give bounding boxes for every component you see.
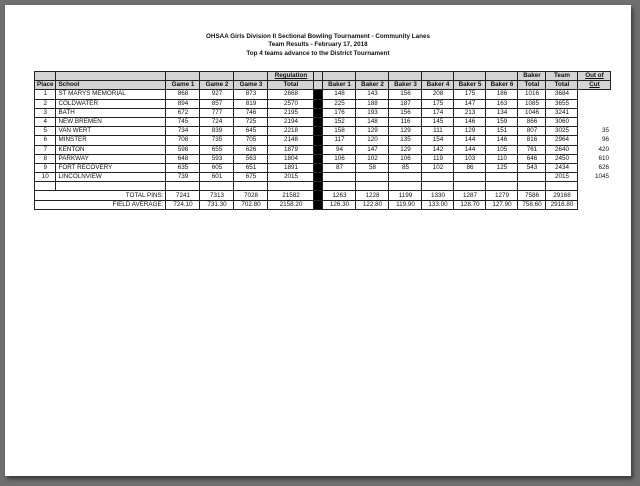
regulation-total-cell: 2218 <box>268 127 314 136</box>
baker5-header: Baker 5 <box>454 81 486 90</box>
out-of-cut-cell: 35 <box>578 127 611 136</box>
baker-score-cell: 129 <box>389 145 422 154</box>
blank-cell <box>356 182 389 191</box>
baker-score-cell: 176 <box>323 108 356 117</box>
place-cell: 1 <box>35 90 56 99</box>
field-average-row-baker-cell: 127.90 <box>486 200 518 209</box>
field-average-row-baker-cell: 133.00 <box>422 200 454 209</box>
column-separator <box>314 117 323 126</box>
blank-cell <box>389 182 422 191</box>
baker-top-header: Baker <box>518 72 546 81</box>
baker-score-cell: 152 <box>323 117 356 126</box>
baker-score-cell: 86 <box>454 163 486 172</box>
column-separator <box>314 182 323 191</box>
game-score-cell: 626 <box>234 145 268 154</box>
baker-total-cell: 1016 <box>518 90 546 99</box>
baker-score-cell: 105 <box>486 145 518 154</box>
field-average-row-baker-cell: 128.70 <box>454 200 486 209</box>
game3-header: Game 3 <box>234 81 268 90</box>
total-pins-row-game-cell: 7241 <box>166 191 200 200</box>
regulation-total-cell: 1879 <box>268 145 314 154</box>
team-total-cell: 2450 <box>546 154 578 163</box>
blank-header-cell <box>323 72 356 81</box>
table-row <box>35 136 611 145</box>
baker-total-cell: 866 <box>518 117 546 126</box>
game-score-cell: 857 <box>200 99 234 108</box>
baker-score-cell: 175 <box>422 99 454 108</box>
blank-header-cell <box>356 72 389 81</box>
game-score-cell: 819 <box>234 99 268 108</box>
game-score-cell: 593 <box>200 154 234 163</box>
baker-score-cell: 225 <box>323 99 356 108</box>
regulation-total-cell: 2570 <box>268 99 314 108</box>
team-total-cell: 3025 <box>546 127 578 136</box>
column-separator <box>314 163 323 172</box>
baker-score-cell <box>389 173 422 182</box>
baker-score-cell: 146 <box>486 136 518 145</box>
out-of-cut-cell: 96 <box>578 136 611 145</box>
school-cell: LINCOLNVIEW <box>56 173 166 182</box>
place-cell: 7 <box>35 145 56 154</box>
out-of-cut-cell <box>578 90 611 99</box>
game-score-cell: 648 <box>166 154 200 163</box>
total-pins-row-label: TOTAL PINS: <box>35 191 166 200</box>
team-total-cell: 3060 <box>546 117 578 126</box>
spacer-row <box>35 182 611 191</box>
baker-score-cell: 106 <box>389 154 422 163</box>
game-score-cell: 735 <box>200 136 234 145</box>
game-score-cell: 725 <box>234 117 268 126</box>
column-separator <box>314 136 323 145</box>
advance-note: Top 4 teams advance to the District Tournament <box>246 50 390 57</box>
team-total-header: Total <box>546 81 578 90</box>
baker-score-cell: 87 <box>323 163 356 172</box>
regulation-total-cell: 2668 <box>268 90 314 99</box>
baker1-header: Baker 1 <box>323 81 356 90</box>
place-cell: 4 <box>35 117 56 126</box>
total-pins-row-baker-cell: 1279 <box>486 191 518 200</box>
baker-total-cell: 1046 <box>518 108 546 117</box>
table-row <box>35 163 611 172</box>
blank-cell <box>200 182 234 191</box>
total-pins-row-game-cell: 7313 <box>200 191 234 200</box>
game-score-cell: 894 <box>166 99 200 108</box>
total-pins-row-baker-total-cell: 7586 <box>518 191 546 200</box>
blank-cell <box>323 182 356 191</box>
blank-header-cell <box>422 72 454 81</box>
school-cell: MINSTER <box>56 136 166 145</box>
baker-score-cell: 187 <box>389 99 422 108</box>
table-row <box>35 173 611 182</box>
baker-score-cell: 148 <box>323 90 356 99</box>
game-score-cell: 927 <box>200 90 234 99</box>
blank-header-cell <box>389 72 422 81</box>
game-score-cell: 868 <box>166 90 200 99</box>
out-of-cut-cell: 420 <box>578 145 611 154</box>
blank-cell <box>422 182 454 191</box>
place-cell: 9 <box>35 163 56 172</box>
regulation-total-cell: 1804 <box>268 154 314 163</box>
total-pins-row-baker-cell: 1263 <box>323 191 356 200</box>
baker-score-cell: 111 <box>422 127 454 136</box>
blank-cell <box>518 182 546 191</box>
baker6-header: Baker 6 <box>486 81 518 90</box>
game-score-cell: 705 <box>234 136 268 145</box>
baker-score-cell: 102 <box>356 154 389 163</box>
baker-score-cell: 145 <box>422 117 454 126</box>
baker-score-cell <box>356 173 389 182</box>
blank-cell <box>578 182 611 191</box>
game-score-cell: 672 <box>166 108 200 117</box>
field-average-row-baker-total-cell: 758.60 <box>518 200 546 209</box>
baker-total-cell: 543 <box>518 163 546 172</box>
cut-header: Cut <box>578 81 611 90</box>
header-row <box>35 81 611 90</box>
field-average-row-game-cell: 731.30 <box>200 200 234 209</box>
baker-score-cell: 193 <box>356 108 389 117</box>
table-row <box>35 127 611 136</box>
out-of-cut-cell <box>578 108 611 117</box>
regulation-total-header: Total <box>268 81 314 90</box>
results-sheet <box>5 5 631 476</box>
field-average-row-baker-cell: 126.30 <box>323 200 356 209</box>
out-of-cut-cell: 626 <box>578 163 611 172</box>
game-score-cell: 739 <box>166 173 200 182</box>
blank-header-cell <box>166 72 200 81</box>
game-score-cell: 708 <box>166 136 200 145</box>
baker-score-cell <box>422 173 454 182</box>
blank-header-cell <box>234 72 268 81</box>
blank-header-cell <box>486 72 518 81</box>
game-score-cell: 605 <box>200 163 234 172</box>
game1-header: Game 1 <box>166 81 200 90</box>
baker-total-cell <box>518 173 546 182</box>
game-score-cell: 601 <box>200 173 234 182</box>
baker-total-cell: 816 <box>518 136 546 145</box>
baker-score-cell: 116 <box>389 117 422 126</box>
baker-score-cell: 94 <box>323 145 356 154</box>
baker-total-cell: 646 <box>518 154 546 163</box>
baker-score-cell: 175 <box>454 90 486 99</box>
place-cell: 6 <box>35 136 56 145</box>
blank-header-cell <box>35 72 56 81</box>
header-row-top <box>35 72 611 81</box>
baker-score-cell: 58 <box>356 163 389 172</box>
blank-cell <box>578 200 611 209</box>
baker-score-cell: 106 <box>323 154 356 163</box>
baker-total-cell: 761 <box>518 145 546 154</box>
baker-score-cell: 129 <box>356 127 389 136</box>
baker-score-cell: 135 <box>389 136 422 145</box>
team-total-cell: 2434 <box>546 163 578 172</box>
baker-score-cell: 102 <box>422 163 454 172</box>
game-score-cell: 645 <box>234 127 268 136</box>
baker-score-cell <box>323 173 356 182</box>
baker-score-cell: 120 <box>356 136 389 145</box>
team-total-cell: 3655 <box>546 99 578 108</box>
school-cell: COLDWATER <box>56 99 166 108</box>
blank-cell <box>268 182 314 191</box>
column-separator <box>314 99 323 108</box>
game-score-cell: 873 <box>234 90 268 99</box>
baker-total-cell: 807 <box>518 127 546 136</box>
blank-header-cell <box>200 72 234 81</box>
field-average-row-label: FIELD AVERAGE: <box>35 200 166 209</box>
place-cell: 5 <box>35 127 56 136</box>
field-average-row-team-total-cell: 2916.80 <box>546 200 578 209</box>
total-pins-row-baker-cell: 1228 <box>356 191 389 200</box>
baker-score-cell: 151 <box>486 127 518 136</box>
baker-score-cell: 154 <box>422 136 454 145</box>
baker-score-cell: 158 <box>323 127 356 136</box>
school-header: School <box>56 81 166 90</box>
regulation-group-header: Regulation <box>268 72 314 81</box>
tournament-title: OHSAA Girls Division II Sectional Bowling Tournament - Community Lanes <box>206 33 430 40</box>
total-pins-row-baker-cell: 1287 <box>454 191 486 200</box>
blank-cell <box>56 182 166 191</box>
field-average-row-total-cell: 2158.20 <box>268 200 314 209</box>
game-score-cell: 839 <box>200 127 234 136</box>
blank-header-cell <box>56 72 166 81</box>
table-row <box>35 145 611 154</box>
column-separator <box>314 154 323 163</box>
column-separator <box>314 72 323 81</box>
column-separator <box>314 145 323 154</box>
team-total-cell: 3241 <box>546 108 578 117</box>
regulation-total-cell: 1891 <box>268 163 314 172</box>
school-cell: FORT RECOVERY <box>56 163 166 172</box>
baker-score-cell: 147 <box>454 99 486 108</box>
baker-score-cell: 144 <box>454 145 486 154</box>
team-results-table <box>34 71 611 210</box>
out-of-cut-cell <box>578 99 611 108</box>
baker-score-cell: 156 <box>389 108 422 117</box>
field-average-row <box>35 200 611 209</box>
team-total-cell: 3684 <box>546 90 578 99</box>
blank-cell <box>35 182 56 191</box>
baker-score-cell: 156 <box>389 90 422 99</box>
field-average-row-baker-cell: 119.90 <box>389 200 422 209</box>
table-row <box>35 108 611 117</box>
team-top-header: Team <box>546 72 578 81</box>
total-pins-row-total-cell: 21582 <box>268 191 314 200</box>
baker3-header: Baker 3 <box>389 81 422 90</box>
baker-score-cell: 117 <box>323 136 356 145</box>
game-score-cell: 724 <box>200 117 234 126</box>
total-pins-row-game-cell: 7028 <box>234 191 268 200</box>
game-score-cell: 655 <box>200 145 234 154</box>
school-cell: ST MARYS MEMORIAL <box>56 90 166 99</box>
blank-cell <box>546 182 578 191</box>
blank-cell <box>234 182 268 191</box>
out-of-cut-cell <box>578 117 611 126</box>
out-of-cut-cell: 610 <box>578 154 611 163</box>
baker-score-cell: 147 <box>356 145 389 154</box>
school-cell: KENTON <box>56 145 166 154</box>
baker-score-cell <box>486 173 518 182</box>
team-total-cell: 2015 <box>546 173 578 182</box>
baker-score-cell: 129 <box>454 127 486 136</box>
total-pins-row <box>35 191 611 200</box>
baker-score-cell: 159 <box>486 117 518 126</box>
baker4-header: Baker 4 <box>422 81 454 90</box>
baker-score-cell: 142 <box>422 145 454 154</box>
column-separator <box>314 173 323 182</box>
baker-score-cell: 146 <box>454 117 486 126</box>
game-score-cell: 777 <box>200 108 234 117</box>
baker-score-cell: 174 <box>422 108 454 117</box>
field-average-row-baker-cell: 122.80 <box>356 200 389 209</box>
baker-score-cell: 148 <box>356 117 389 126</box>
game-score-cell: 745 <box>166 117 200 126</box>
baker-score-cell: 143 <box>356 90 389 99</box>
baker-total-cell: 1085 <box>518 99 546 108</box>
school-cell: NEW BREMEN <box>56 117 166 126</box>
team-total-cell: 2640 <box>546 145 578 154</box>
total-pins-row-team-total-cell: 29168 <box>546 191 578 200</box>
baker-score-cell: 144 <box>454 136 486 145</box>
game-score-cell: 563 <box>234 154 268 163</box>
game-score-cell: 598 <box>166 145 200 154</box>
baker-score-cell: 125 <box>486 163 518 172</box>
school-cell: BATH <box>56 108 166 117</box>
game-score-cell: 635 <box>166 163 200 172</box>
game-score-cell: 651 <box>234 163 268 172</box>
regulation-total-cell: 2195 <box>268 108 314 117</box>
school-cell: VAN WERT <box>56 127 166 136</box>
baker-score-cell: 188 <box>356 99 389 108</box>
field-average-row-game-cell: 702.80 <box>234 200 268 209</box>
column-separator <box>314 200 323 209</box>
blank-header-cell <box>454 72 486 81</box>
baker-score-cell: 119 <box>422 154 454 163</box>
blank-cell <box>486 182 518 191</box>
results-subtitle: Team Results - February 17, 2018 <box>268 41 368 48</box>
field-average-row-game-cell: 724.10 <box>166 200 200 209</box>
game2-header: Game 2 <box>200 81 234 90</box>
place-cell: 8 <box>35 154 56 163</box>
table-row <box>35 99 611 108</box>
regulation-total-cell: 2015 <box>268 173 314 182</box>
team-total-cell: 2964 <box>546 136 578 145</box>
regulation-total-cell: 2194 <box>268 117 314 126</box>
table-row <box>35 90 611 99</box>
column-separator <box>314 108 323 117</box>
game-score-cell: 746 <box>234 108 268 117</box>
blank-cell <box>578 191 611 200</box>
column-separator <box>314 90 323 99</box>
table-row <box>35 117 611 126</box>
baker-score-cell: 208 <box>422 90 454 99</box>
out-of-cut-cell: 1045 <box>578 173 611 182</box>
regulation-total-cell: 2148 <box>268 136 314 145</box>
school-cell: PARKWAY <box>56 154 166 163</box>
game-score-cell: 675 <box>234 173 268 182</box>
total-pins-row-baker-cell: 1330 <box>422 191 454 200</box>
place-cell: 3 <box>35 108 56 117</box>
baker-score-cell: 110 <box>486 154 518 163</box>
baker-score-cell: 163 <box>486 99 518 108</box>
baker-score-cell: 103 <box>454 154 486 163</box>
blank-cell <box>454 182 486 191</box>
cut-top-header: Out of <box>578 72 611 81</box>
column-separator <box>314 127 323 136</box>
game-score-cell: 734 <box>166 127 200 136</box>
blank-cell <box>166 182 200 191</box>
baker-score-cell: 134 <box>486 108 518 117</box>
place-header: Place <box>35 81 56 90</box>
baker2-header: Baker 2 <box>356 81 389 90</box>
baker-score-cell: 213 <box>454 108 486 117</box>
baker-score-cell: 129 <box>389 127 422 136</box>
baker-total-header: Total <box>518 81 546 90</box>
column-separator <box>314 81 323 90</box>
place-cell: 10 <box>35 173 56 182</box>
total-pins-row-baker-cell: 1199 <box>389 191 422 200</box>
baker-score-cell: 186 <box>486 90 518 99</box>
baker-score-cell: 85 <box>389 163 422 172</box>
column-separator <box>314 191 323 200</box>
place-cell: 2 <box>35 99 56 108</box>
table-row <box>35 154 611 163</box>
baker-score-cell <box>454 173 486 182</box>
